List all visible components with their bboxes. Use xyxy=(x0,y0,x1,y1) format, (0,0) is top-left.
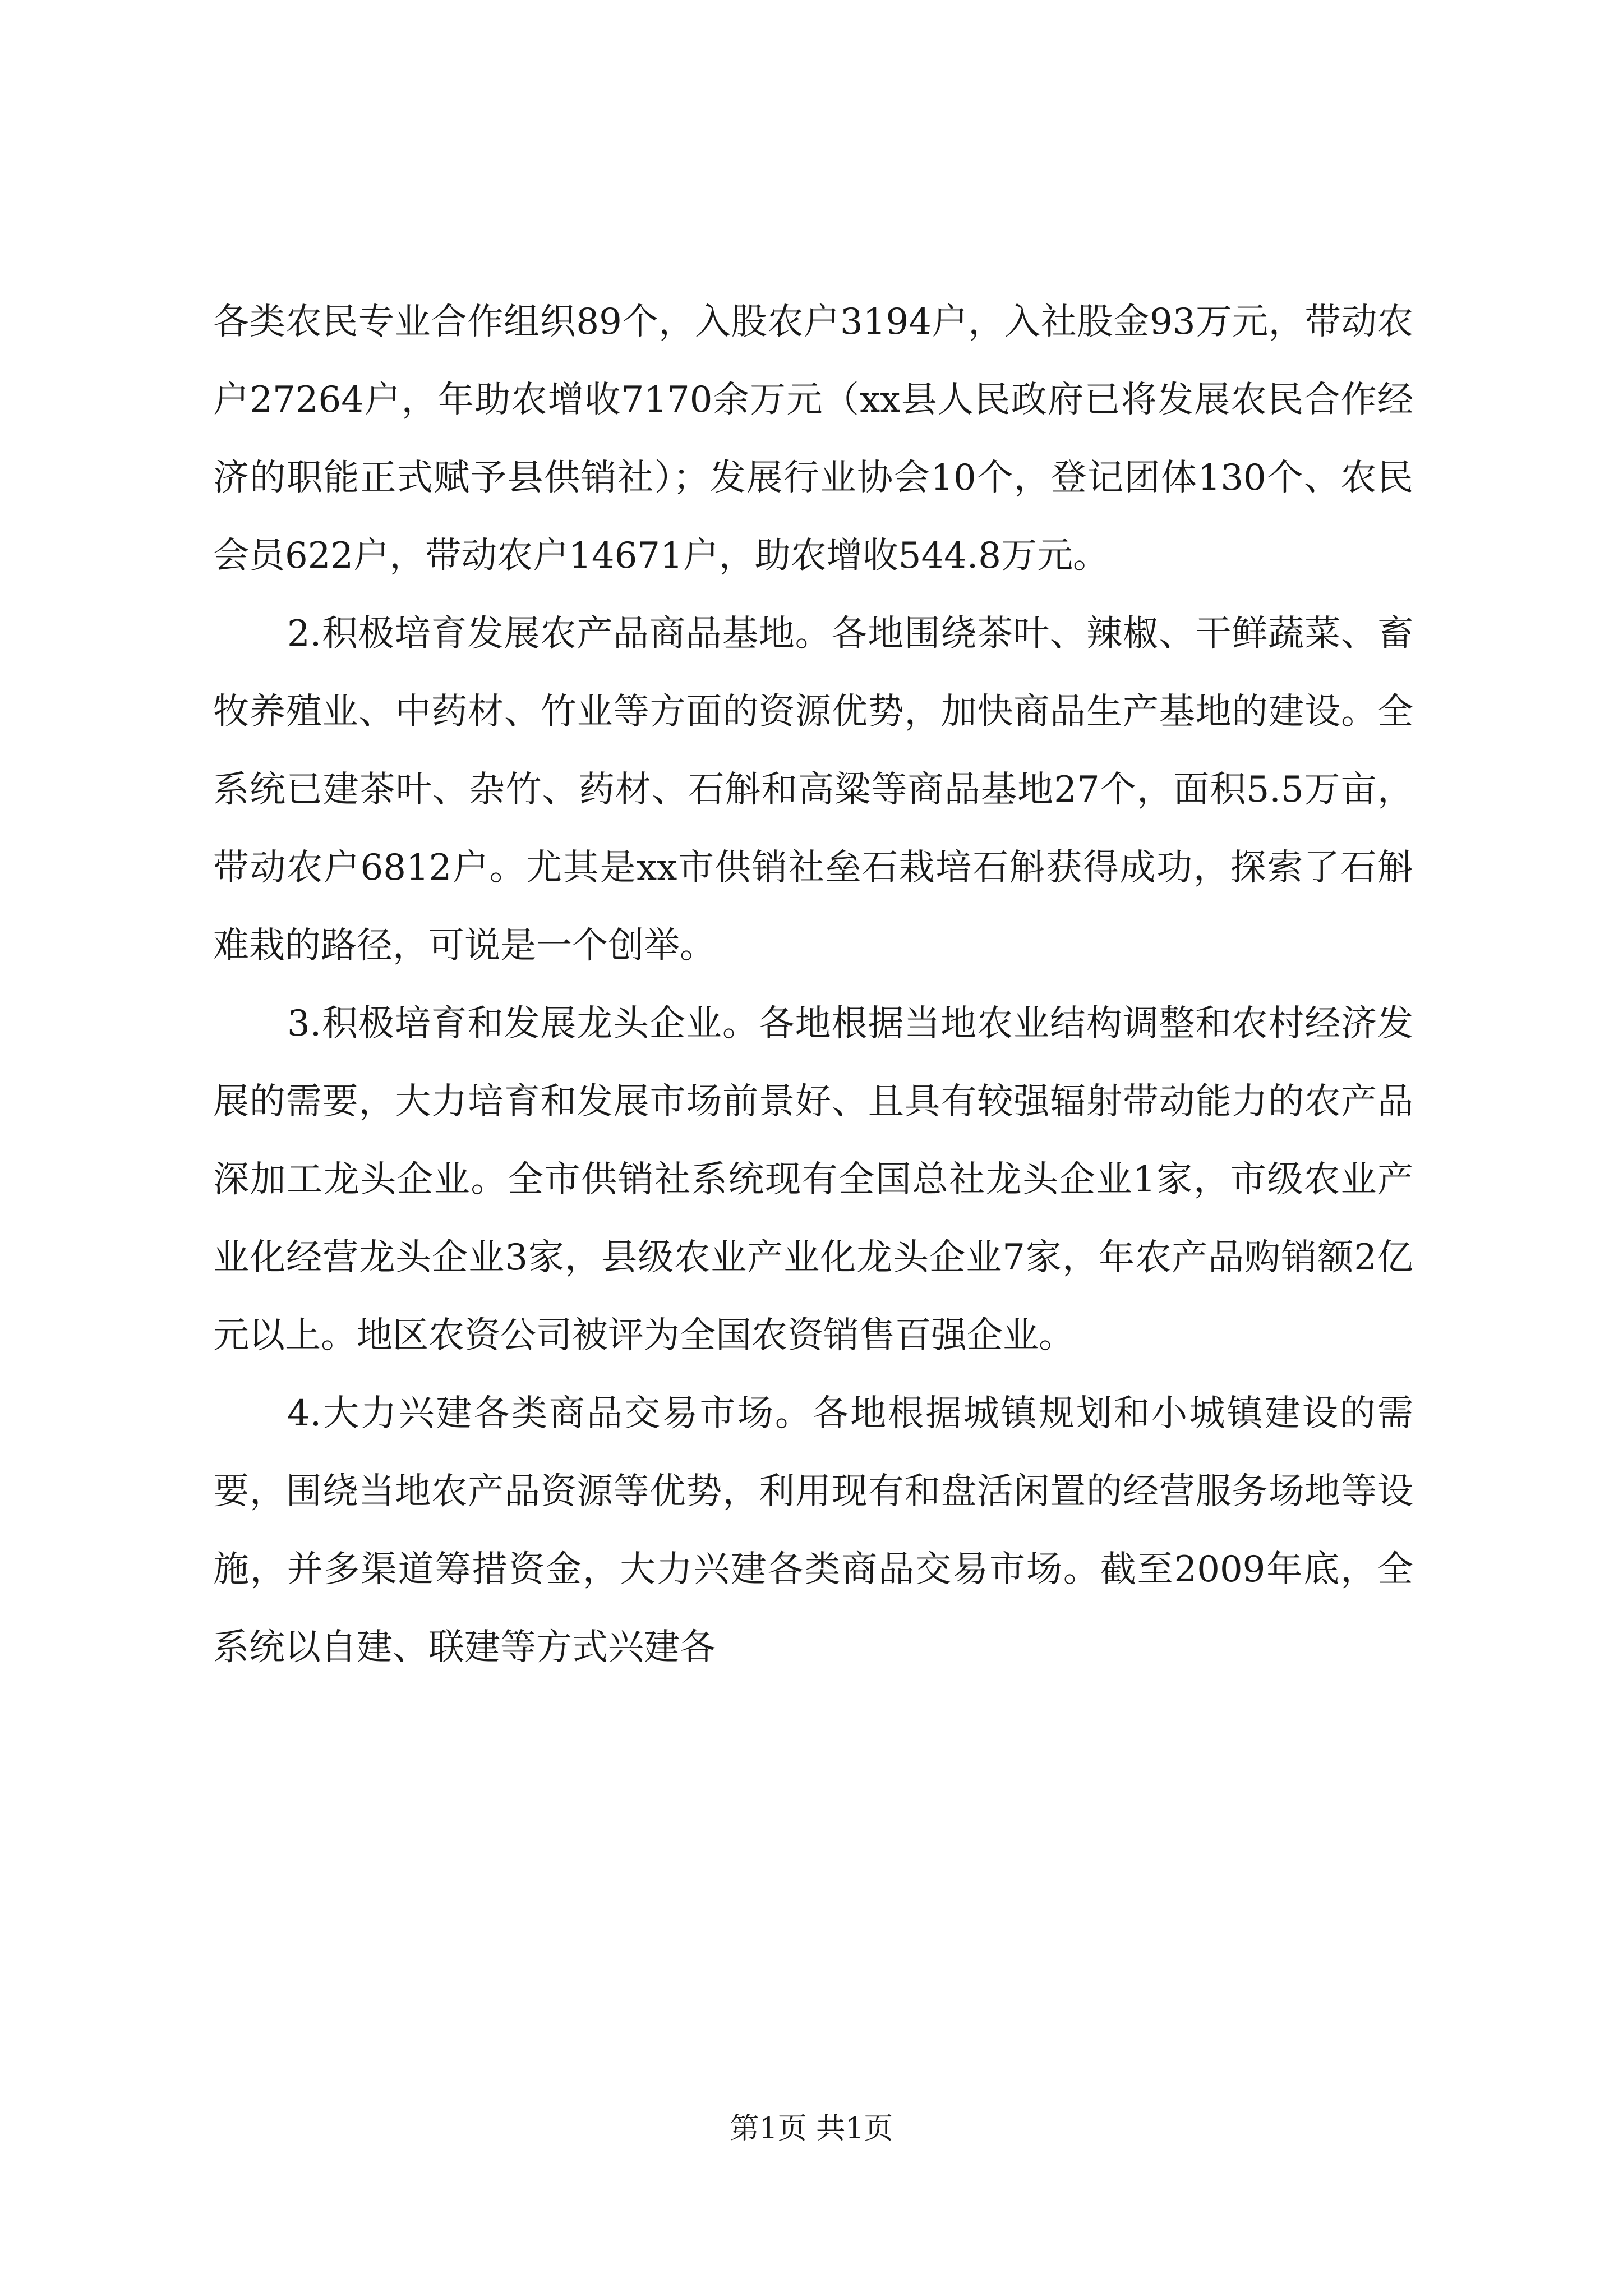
paragraph-item-4: 4.大力兴建各类商品交易市场。各地根据城镇规划和小城镇建设的需要，围绕当地农产品资源等优势，利用现有和盘活闲置的经营服务场地等设施，并多渠道筹措资金，大力兴建各类商品交易市场。截至2009年底，全系统以自建、联建等方式兴建各 xyxy=(213,1393,1413,1668)
page-footer: 第1页 共1页 xyxy=(730,2112,893,2146)
document-body xyxy=(213,283,1413,1687)
paragraph-continuation: 各类农民专业合作组织89个，入股农户3194户，入社股金93万元，带动农户27264户，年助农增收7170余万元（xx县人民政府已将发展农民合作经济的职能正式赋予县供销社）；发展行业协会10个，登记团体130个、农民会员622户，带动农户14671户，助农增收544.8万元。 xyxy=(213,301,1413,577)
paragraph-item-3: 3.积极培育和发展龙头企业。各地根据当地农业结构调整和农村经济发展的需要，大力培育和发展市场前景好、且具有较强辐射带动能力的农产品深加工龙头企业。全市供销社系统现有全国总社龙头企业1家，市级农业产业化经营龙头企业3家，县级农业产业化龙头企业7家，年农产品购销额2亿元以上。地区农资公司被评为全国农资销售百强企业。 xyxy=(213,1003,1413,1356)
paragraph-item-2: 2.积极培育发展农产品商品基地。各地围绕茶叶、辣椒、干鲜蔬菜、畜牧养殖业、中药材、竹业等方面的资源优势，加快商品生产基地的建设。全系统已建茶叶、杂竹、药材、石斛和高粱等商品基地27个，面积5.5万亩，带动农户6812户。尤其是xx市供销社垒石栽培石斛获得成功，探索了石斛难栽的路径，可说是一个创举。 xyxy=(213,613,1413,967)
